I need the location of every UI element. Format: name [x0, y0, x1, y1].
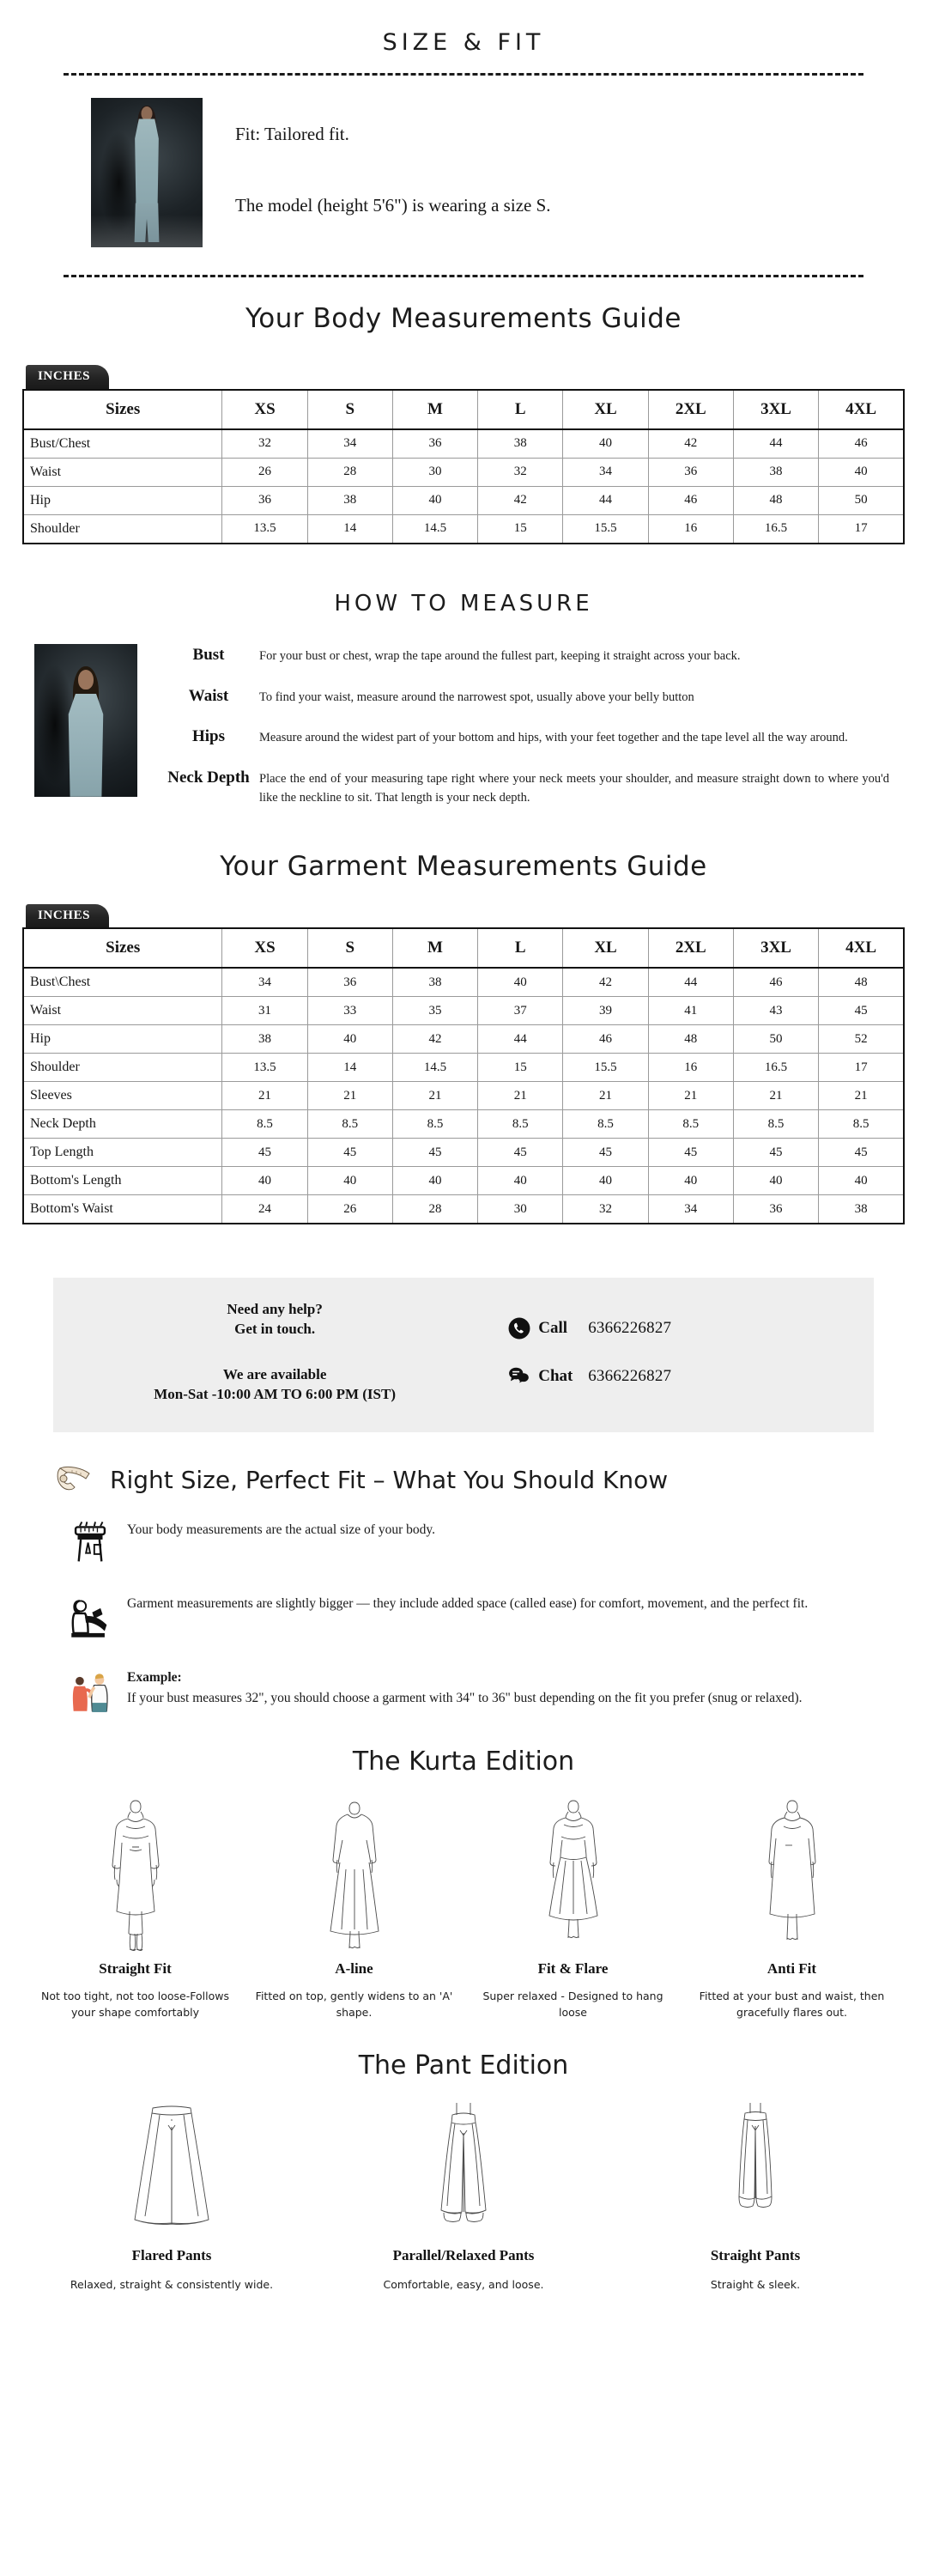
kurta-style-anti-fit	[682, 1792, 901, 2021]
cell: 31	[222, 997, 307, 1025]
straight-pants-illustration	[618, 2093, 893, 2239]
cell: 8.5	[307, 1110, 392, 1139]
call-contact-row[interactable]	[508, 1317, 874, 1340]
row-label: Top Length	[23, 1139, 222, 1167]
fit-type-line: Fit: Tailored fit.	[235, 124, 349, 144]
measure-description: Place the end of your measuring tape right where your neck meets your shoulder, and measure straight down to where you'd like the neckline to sit. That length is your neck depth.	[259, 772, 889, 805]
cell: 36	[733, 1195, 818, 1224]
style-name: Anti Fit	[766, 1960, 817, 1977]
cell: 16.5	[733, 1054, 818, 1082]
col-head: 3XL	[733, 928, 818, 968]
cell: 21	[819, 1082, 904, 1110]
help-headline-1: Need any help?	[227, 1301, 323, 1318]
row-label: Waist	[23, 458, 222, 486]
measure-definitions-list	[137, 644, 927, 808]
call-label: Call	[538, 1319, 568, 1338]
cell: 32	[478, 458, 563, 486]
pant-style-flared	[26, 2093, 318, 2293]
cell: 21	[392, 1082, 477, 1110]
cell: 32	[563, 1195, 648, 1224]
phone-icon	[508, 1317, 530, 1340]
cell: 50	[733, 1025, 818, 1054]
pant-style-name: Parallel/Relaxed Pants	[392, 2246, 535, 2263]
garment-measurements-table-wrap	[22, 904, 905, 1225]
cell: 45	[819, 1139, 904, 1167]
cell: 15.5	[563, 1054, 648, 1082]
help-contact-band	[53, 1278, 874, 1432]
cell: 16.5	[733, 514, 818, 544]
cell: 24	[222, 1195, 307, 1224]
fitting-mannequin-icon	[65, 1668, 115, 1717]
cell: 8.5	[819, 1110, 904, 1139]
cell: 48	[733, 486, 818, 514]
flared-pants-illustration	[34, 2093, 309, 2239]
right-size-example-text	[115, 1668, 850, 1709]
cell: 38	[392, 968, 477, 997]
list-item	[158, 685, 927, 708]
right-size-example	[65, 1668, 927, 1717]
table-row	[23, 1082, 904, 1110]
a-line-illustration	[251, 1792, 457, 1955]
col-head: 4XL	[819, 390, 904, 429]
cell: 17	[819, 514, 904, 544]
cell: 8.5	[648, 1110, 733, 1139]
col-head: 3XL	[733, 390, 818, 429]
list-item	[158, 767, 927, 808]
style-description: Fitted at your bust and waist, then gracefully flares out.	[699, 1990, 885, 2020]
cell: 30	[478, 1195, 563, 1224]
how-to-measure-section	[0, 644, 927, 808]
style-description: Super relaxed - Designed to hang loose	[482, 1990, 663, 2020]
cell: 14	[307, 514, 392, 544]
row-label: Bust/Chest	[23, 429, 222, 459]
col-head: Sizes	[23, 928, 222, 968]
pant-style-straight	[609, 2093, 901, 2293]
divider-top	[64, 73, 863, 76]
right-size-point-text: Garment measurements are slightly bigger — they include added space (called ease) for comfort, movement, and the perfect fit.	[127, 1596, 809, 1611]
model-photo-measure	[34, 644, 137, 797]
parallel-relaxed-pants-illustration	[326, 2093, 601, 2239]
cell: 46	[819, 429, 904, 459]
cell: 40	[478, 1167, 563, 1195]
cell: 16	[648, 514, 733, 544]
page-title: SIZE & FIT	[382, 29, 545, 56]
cell: 40	[563, 429, 648, 459]
cell: 21	[648, 1082, 733, 1110]
measure-term: Bust	[192, 645, 225, 664]
cell: 26	[222, 458, 307, 486]
col-head: M	[392, 390, 477, 429]
chat-icon	[508, 1365, 530, 1388]
pant-style-name: Straight Pants	[710, 2246, 801, 2263]
kurta-edition-heading: The Kurta Edition	[352, 1747, 575, 1777]
cell: 46	[733, 968, 818, 997]
model-size-line: The model (height 5'6") is wearing a size S.	[235, 195, 551, 216]
table-row	[23, 997, 904, 1025]
col-head: 2XL	[648, 928, 733, 968]
cell: 39	[563, 997, 648, 1025]
cell: 38	[733, 458, 818, 486]
call-number[interactable]: 6366226827	[588, 1319, 672, 1338]
cell: 8.5	[478, 1110, 563, 1139]
cell: 45	[392, 1139, 477, 1167]
cell: 21	[222, 1082, 307, 1110]
help-headline-2: Get in touch.	[234, 1321, 316, 1338]
cell: 13.5	[222, 1054, 307, 1082]
unit-tab-inches-garment: INCHES	[26, 904, 109, 928]
table-row	[23, 1110, 904, 1139]
cell: 42	[648, 429, 733, 459]
cell: 45	[648, 1139, 733, 1167]
cell: 50	[819, 486, 904, 514]
table-row	[23, 514, 904, 544]
col-head: L	[478, 928, 563, 968]
table-row	[23, 1139, 904, 1167]
tailor-cutting-icon	[65, 1594, 115, 1643]
measure-term: Hips	[191, 727, 226, 746]
fit-text-block	[203, 98, 551, 216]
fit-and-flare-illustration	[470, 1792, 676, 1955]
help-availability-2: Mon-Sat -10:00 AM TO 6:00 PM (IST)	[154, 1386, 396, 1403]
style-name: A-line	[335, 1960, 373, 1977]
cell: 38	[307, 486, 392, 514]
cell: 36	[648, 458, 733, 486]
pant-style-description: Straight & sleek.	[710, 2277, 801, 2291]
table-header-row	[23, 390, 904, 429]
body-measurements-heading: Your Body Measurements Guide	[245, 303, 682, 334]
style-description: Not too tight, not too loose-Follows your shape comfortably	[41, 1990, 229, 2020]
cell: 21	[563, 1082, 648, 1110]
table-row	[23, 1195, 904, 1224]
chat-number[interactable]: 6366226827	[588, 1367, 672, 1386]
cell: 40	[478, 968, 563, 997]
cell: 32	[222, 429, 307, 459]
cell: 45	[819, 997, 904, 1025]
cell: 40	[563, 1167, 648, 1195]
col-head: 4XL	[819, 928, 904, 968]
cell: 42	[392, 1025, 477, 1054]
cell: 46	[648, 486, 733, 514]
cell: 40	[307, 1025, 392, 1054]
table-row	[23, 1167, 904, 1195]
cell: 45	[307, 1139, 392, 1167]
pant-style-name: Flared Pants	[131, 2246, 212, 2263]
cell: 40	[648, 1167, 733, 1195]
kurta-style-grid	[0, 1792, 927, 2021]
cell: 28	[307, 458, 392, 486]
measure-term: Neck Depth	[167, 769, 250, 787]
cell: 40	[307, 1167, 392, 1195]
cell: 8.5	[733, 1110, 818, 1139]
measuring-tape-icon	[53, 1463, 94, 1496]
table-row	[23, 968, 904, 997]
cell: 33	[307, 997, 392, 1025]
garment-measurements-table	[22, 927, 905, 1224]
divider-mid	[64, 275, 863, 277]
tape-on-waist-icon	[65, 1520, 115, 1570]
row-label: Hip	[23, 486, 222, 514]
cell: 41	[648, 997, 733, 1025]
example-body: If your bust measures 32", you should choose a garment with 34" to 36" bust depending on the fit you prefer (snug or relaxed).	[127, 1691, 803, 1706]
kurta-style-fit-flare	[464, 1792, 682, 2021]
cell: 30	[392, 458, 477, 486]
cell: 17	[819, 1054, 904, 1082]
col-head: XL	[563, 390, 648, 429]
style-description: Fitted on top, gently widens to an 'A' shape.	[255, 1990, 453, 2020]
cell: 21	[733, 1082, 818, 1110]
chat-label: Chat	[538, 1367, 573, 1386]
cell: 44	[563, 486, 648, 514]
col-head: S	[307, 928, 392, 968]
right-size-point-1	[65, 1520, 927, 1570]
cell: 44	[733, 429, 818, 459]
cell: 36	[307, 968, 392, 997]
help-contact-list	[496, 1317, 874, 1388]
cell: 34	[307, 429, 392, 459]
list-item	[158, 726, 927, 748]
cell: 38	[819, 1195, 904, 1224]
cell: 42	[563, 968, 648, 997]
cell: 40	[222, 1167, 307, 1195]
cell: 34	[222, 968, 307, 997]
cell: 8.5	[392, 1110, 477, 1139]
cell: 45	[733, 1139, 818, 1167]
row-label: Bust\Chest	[23, 968, 222, 997]
table-row	[23, 429, 904, 459]
col-head: Sizes	[23, 390, 222, 429]
cell: 40	[819, 1167, 904, 1195]
cell: 14.5	[392, 514, 477, 544]
cell: 15.5	[563, 514, 648, 544]
cell: 38	[478, 429, 563, 459]
cell: 15	[478, 514, 563, 544]
pant-style-parallel	[318, 2093, 609, 2293]
cell: 40	[392, 486, 477, 514]
row-label: Bottom's Waist	[23, 1195, 222, 1224]
cell: 42	[478, 486, 563, 514]
table-row	[23, 1054, 904, 1082]
table-row	[23, 1025, 904, 1054]
row-label: Sleeves	[23, 1082, 222, 1110]
col-head: M	[392, 928, 477, 968]
unit-tab-inches-body: INCHES	[26, 365, 109, 389]
garment-measurements-heading: Your Garment Measurements Guide	[220, 850, 707, 882]
row-label: Shoulder	[23, 514, 222, 544]
anti-fit-illustration	[689, 1792, 894, 1955]
col-head: L	[478, 390, 563, 429]
table-row	[23, 486, 904, 514]
cell: 13.5	[222, 514, 307, 544]
cell: 28	[392, 1195, 477, 1224]
cell: 44	[478, 1025, 563, 1054]
style-name: Fit & Flare	[537, 1960, 609, 1977]
col-head: S	[307, 390, 392, 429]
cell: 14	[307, 1054, 392, 1082]
example-label: Example:	[127, 1670, 182, 1685]
pant-style-description: Comfortable, easy, and loose.	[383, 2277, 544, 2291]
cell: 26	[307, 1195, 392, 1224]
col-head: XL	[563, 928, 648, 968]
cell: 45	[478, 1139, 563, 1167]
straight-fit-illustration	[33, 1792, 238, 1955]
col-head: 2XL	[648, 390, 733, 429]
row-label: Waist	[23, 997, 222, 1025]
cell: 52	[819, 1025, 904, 1054]
right-size-point-2	[65, 1594, 927, 1643]
cell: 40	[392, 1167, 477, 1195]
how-to-measure-heading: HOW TO MEASURE	[334, 590, 593, 617]
cell: 34	[563, 458, 648, 486]
cell: 38	[222, 1025, 307, 1054]
cell: 21	[478, 1082, 563, 1110]
cell: 40	[819, 458, 904, 486]
body-measurements-table	[22, 389, 905, 544]
cell: 37	[478, 997, 563, 1025]
help-text-block	[53, 1300, 496, 1405]
pant-edition-heading: The Pant Edition	[358, 2050, 569, 2081]
cell: 15	[478, 1054, 563, 1082]
cell: 14.5	[392, 1054, 477, 1082]
cell: 48	[648, 1025, 733, 1054]
cell: 45	[563, 1139, 648, 1167]
cell: 36	[222, 486, 307, 514]
table-header-row	[23, 928, 904, 968]
cell: 36	[392, 429, 477, 459]
model-photo-fit	[91, 98, 203, 247]
cell: 45	[222, 1139, 307, 1167]
cell: 16	[648, 1054, 733, 1082]
row-label: Bottom's Length	[23, 1167, 222, 1195]
row-label: Shoulder	[23, 1054, 222, 1082]
measure-description: To find your waist, measure around the narrowest spot, usually above your belly button	[259, 690, 694, 704]
fit-intro-section	[0, 98, 927, 247]
right-size-heading-row	[53, 1463, 927, 1496]
kurta-style-a-line	[245, 1792, 464, 2021]
cell: 35	[392, 997, 477, 1025]
right-size-point-text: Your body measurements are the actual size of your body.	[127, 1522, 435, 1537]
chat-contact-row[interactable]	[508, 1365, 874, 1388]
cell: 48	[819, 968, 904, 997]
right-size-heading: Right Size, Perfect Fit – What You Should Know	[110, 1465, 669, 1494]
row-label: Hip	[23, 1025, 222, 1054]
col-head: XS	[222, 928, 307, 968]
pant-style-grid	[0, 2093, 927, 2293]
cell: 8.5	[563, 1110, 648, 1139]
row-label: Neck Depth	[23, 1110, 222, 1139]
style-name: Straight Fit	[99, 1960, 172, 1977]
measure-description: Measure around the widest part of your bottom and hips, with your feet together and the tape level all the way around.	[259, 731, 848, 745]
cell: 43	[733, 997, 818, 1025]
measure-description: For your bust or chest, wrap the tape around the fullest part, keeping it straight across your back.	[259, 648, 741, 663]
cell: 34	[648, 1195, 733, 1224]
cell: 46	[563, 1025, 648, 1054]
measure-term: Waist	[188, 686, 229, 705]
cell: 8.5	[222, 1110, 307, 1139]
cell: 44	[648, 968, 733, 997]
col-head: XS	[222, 390, 307, 429]
help-availability-1: We are available	[222, 1366, 327, 1383]
table-row	[23, 458, 904, 486]
cell: 40	[733, 1167, 818, 1195]
pant-style-description: Relaxed, straight & consistently wide.	[70, 2277, 274, 2291]
cell: 21	[307, 1082, 392, 1110]
list-item	[158, 644, 927, 666]
kurta-style-straight-fit	[26, 1792, 245, 2021]
body-measurements-table-wrap	[22, 365, 905, 544]
